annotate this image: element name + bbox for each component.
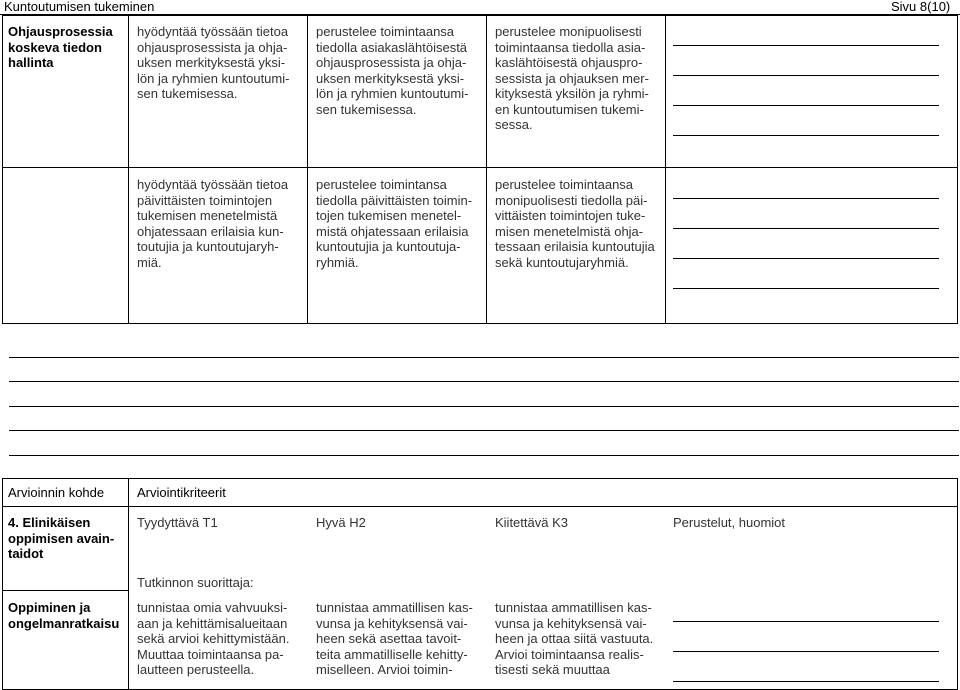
page-number: Sivu 8(10) <box>891 0 951 14</box>
notes-line <box>673 288 939 289</box>
notes-line <box>673 621 939 622</box>
block2-k3-text: perustelee toimintaansa monipuolisesti tiedolla päi- vittäisten toimintojen tuke- misen menetelmistä ohja- tessaan erilaisia kuntoutujia sekä kuntoutujaryhmiä. <box>495 177 655 270</box>
notes-line <box>673 45 939 46</box>
level-k3-header: Kiitettävä K3 <box>495 515 568 530</box>
column-header-criteria: Arviointikriteerit <box>137 485 226 500</box>
notes-line <box>673 228 939 229</box>
notes-line <box>673 258 939 259</box>
block2-t1-text: hyödyntää työssään tietoa päivittäisten toimintojen tukemisen menetelmistä ohjatessaan erilaisia kun- toutujia ja kuntoutujaryh- miä. <box>137 177 289 270</box>
row-k3-text: tunnistaa ammatillisen kas- vunsa ja kehityksensä vai- heen ja ottaa siitä vastuuta. Arvioi toimintaansa realis- tisesti sekä muuttaa <box>495 600 654 677</box>
column-header-subject: Arvioinnin kohde <box>8 485 105 500</box>
column-divider <box>128 478 129 690</box>
free-notes-line <box>9 381 959 382</box>
document-title: Kuntoutumisen tukeminen <box>4 0 155 14</box>
section-label: 4. Elinikäisen oppimisen avain- taidot <box>8 515 115 561</box>
notes-line <box>673 135 939 136</box>
block1-k3-text: perustelee monipuolisesti toimintaansa tiedolla asia- kaslähtöisestä ohjauspro- sessista ja ohjauksen mer- kityksestä yksilön ja ryhmi- en kuntoutumisen tukemi- sessa. <box>495 24 649 132</box>
free-notes-line <box>9 406 959 407</box>
page-header <box>0 0 960 14</box>
block1-h2-text: perustelee toimintaansa tiedolla asiakaslähtöisestä ohjausprosessista ja ohja- uksen merkityksestä yksi- lön ja ryhmien kuntoutumi- sen tukemisessa. <box>316 24 469 117</box>
free-notes-line <box>9 357 959 358</box>
block1-t1-text: hyödyntää työssään tietoa ohjausprosessista ja ohja- uksen merkityksestä yksi- lön ja ryhmien kuntoutumi- sen tukemisessa. <box>137 24 290 101</box>
notes-header: Perustelut, huomiot <box>673 515 786 530</box>
free-notes-line <box>9 455 959 456</box>
criteria-label: Ohjausprosessia koskeva tiedon hallinta <box>8 24 113 70</box>
row-divider <box>2 590 128 591</box>
row-label: Oppiminen ja ongelmanratkaisu <box>8 600 120 631</box>
notes-line <box>673 681 939 682</box>
notes-line <box>673 198 939 199</box>
notes-line <box>673 75 939 76</box>
candidate-note: Tutkinnon suorittaja: <box>137 575 254 590</box>
row-divider <box>2 506 958 507</box>
free-notes-line <box>9 430 959 431</box>
notes-line <box>673 651 939 652</box>
column-divider <box>486 15 487 324</box>
level-t1-header: Tyydyttävä T1 <box>137 515 218 530</box>
column-divider <box>128 15 129 324</box>
level-h2-header: Hyvä H2 <box>316 515 366 530</box>
notes-line <box>673 105 939 106</box>
column-divider <box>307 15 308 324</box>
row-divider <box>2 167 958 168</box>
row-t1-text: tunnistaa omia vahvuuksi- aan ja kehittämisalueitaan sekä arvioi kehittymistään. Muuttaa toimintaansa pa- lautteen perusteella. <box>137 600 290 677</box>
column-divider <box>665 15 666 324</box>
block2-h2-text: perustelee toimintansa tiedolla päivittäisten toimin- tojen tukemisen menetel- mistä ohjatessaan erilaisia kuntoutujia ja kuntoutuja- ryhmiä. <box>316 177 473 270</box>
row-h2-text: tunnistaa ammatillisen kas- vunsa ja kehityksensä vai- heen sekä asettaa tavoit- teita ammatilliselle kehitty- miselleen. Arvioi toimin- <box>316 600 473 677</box>
